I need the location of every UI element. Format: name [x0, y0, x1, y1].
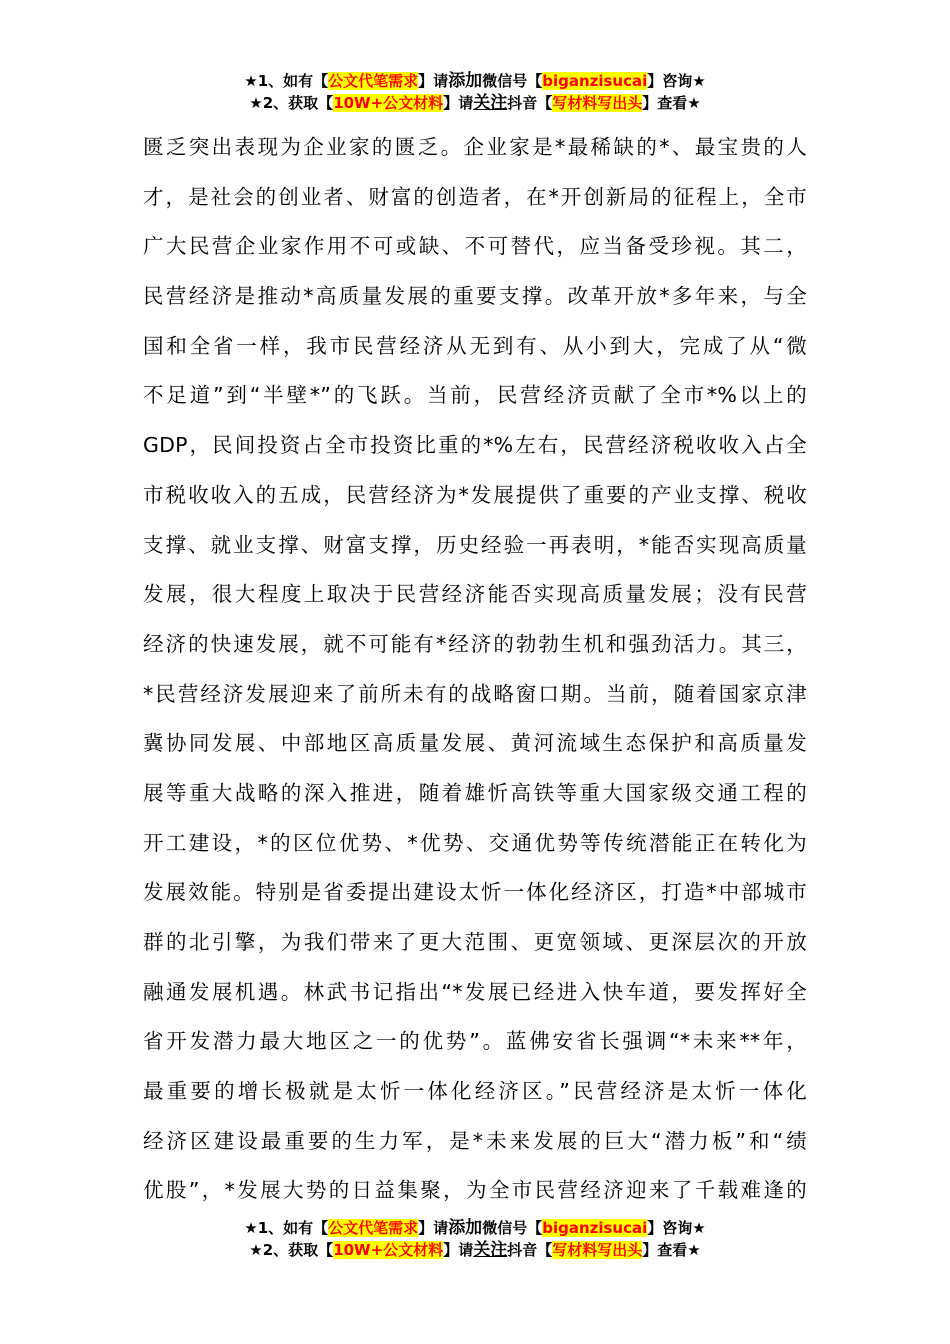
banner-text: 】请: [418, 1219, 449, 1237]
body-line: 发展，很大程度上取决于民营经济能否实现高质量发展；没有民营: [143, 582, 807, 607]
banner-text: 】请: [443, 1241, 474, 1259]
body-line: 省开发潜力最大地区之一的优势”。蓝佛安省长强调“*未来**年，: [143, 1029, 807, 1054]
banner-text: 2、获取【: [262, 1241, 334, 1259]
star-icon: ★: [244, 1219, 258, 1237]
body-line: 经济的快速发展，就不可能有*经济的勃勃生机和强劲活力。其三，: [143, 631, 807, 656]
banner-line-2: [0, 92, 950, 114]
banner-text: 】查看★: [642, 1241, 701, 1259]
body-line: GDP，民间投资占全市投资比重的*%左右，民营经济税收收入占全: [143, 433, 807, 458]
banner-highlight: 公文代笔需求: [328, 72, 419, 90]
banner-text: 1、如有【: [257, 72, 329, 90]
banner-line-2: [0, 1239, 950, 1261]
body-line: 最重要的增长极就是太忻一体化经济区。”民营经济是太忻一体化: [143, 1079, 807, 1104]
banner-text: 1、如有【: [257, 1219, 329, 1237]
body-line: 市税收收入的五成，民营经济为*发展提供了重要的产业支撑、税收: [143, 482, 807, 507]
body-line: 才，是社会的创业者、财富的创造者，在*开创新局的征程上，全市: [143, 184, 807, 209]
banner-text: 】查看★: [642, 94, 701, 112]
body-line: 融通发展机遇。林武书记指出“*发展已经进入快车道，要发挥好全: [143, 979, 807, 1004]
body-line: 发展效能。特别是省委提出建设太忻一体化经济区，打造*中部城市: [143, 880, 807, 905]
banner-highlight: 10W+公文材料: [333, 1241, 444, 1259]
body-line: 开工建设，*的区位优势、*优势、交通优势等传统潜能正在转化为: [143, 830, 807, 855]
banner-line-1: [0, 70, 950, 92]
body-line: *民营经济发展迎来了前所未有的战略窗口期。当前，随着国家京津: [143, 681, 807, 706]
banner-text: 】请: [443, 94, 474, 112]
banner-highlight: 10W+公文材料: [333, 94, 444, 112]
banner-text: 】咨询★: [647, 1219, 706, 1237]
banner-line-1: [0, 1217, 950, 1239]
banner-wechat-id: biganzisucai: [542, 1219, 648, 1237]
body-line: 民营经济是推动*高质量发展的重要支撑。改革开放*多年来，与全: [143, 284, 807, 309]
banner-text: 微信号【: [482, 72, 543, 90]
banner-douyin-id: 写材料写出头: [552, 1241, 643, 1259]
body-line: 不足道”到“半壁*”的飞跃。当前，民营经济贡献了全市*%以上的: [143, 383, 807, 408]
body-line: 展等重大战略的深入推进，随着雄忻高铁等重大国家级交通工程的: [143, 780, 807, 805]
body-line: 广大民营企业家作用不可或缺、不可替代，应当备受珍视。其二，: [143, 234, 807, 259]
body-line: 国和全省一样，我市民营经济从无到有、从小到大，完成了从“微: [143, 333, 807, 358]
star-icon: ★: [244, 72, 258, 90]
banner-douyin-id: 写材料写出头: [552, 94, 643, 112]
banner-highlight: 公文代笔需求: [328, 1219, 419, 1237]
body-line: 冀协同发展、中部地区高质量发展、黄河流域生态保护和高质量发: [143, 731, 807, 756]
banner-text: 2、获取【: [262, 94, 334, 112]
star-icon: ★: [249, 1241, 263, 1259]
banner-text: 抖音【: [507, 94, 553, 112]
footer-banner: [0, 1217, 950, 1261]
banner-emphasis: 关注: [473, 93, 508, 113]
header-banner: [0, 70, 950, 114]
banner-text: 】请: [418, 72, 449, 90]
body-line: 群的北引擎，为我们带来了更大范围、更宽领域、更深层次的开放: [143, 930, 807, 954]
document-body: [143, 123, 807, 1216]
body-line: 匮乏突出表现为企业家的匮乏。企业家是*最稀缺的*、最宝贵的人: [143, 135, 807, 159]
banner-emphasis: 关注: [473, 1240, 508, 1260]
body-line: 优股”，*发展大势的日益集聚，为全市民营经济迎来了千载难逢的: [143, 1178, 807, 1203]
banner-text: 抖音【: [507, 1241, 553, 1259]
body-line: 经济区建设最重要的生力军，是*未来发展的巨大“潜力板”和“绩: [143, 1128, 807, 1153]
banner-emphasis: 添加: [448, 71, 483, 91]
banner-emphasis: 添加: [448, 1218, 483, 1238]
star-icon: ★: [249, 94, 263, 112]
banner-text: 】咨询★: [647, 72, 706, 90]
body-line: 支撑、就业支撑、财富支撑，历史经验一再表明，*能否实现高质量: [143, 532, 807, 557]
banner-text: 微信号【: [482, 1219, 543, 1237]
banner-wechat-id: biganzisucai: [542, 72, 648, 90]
